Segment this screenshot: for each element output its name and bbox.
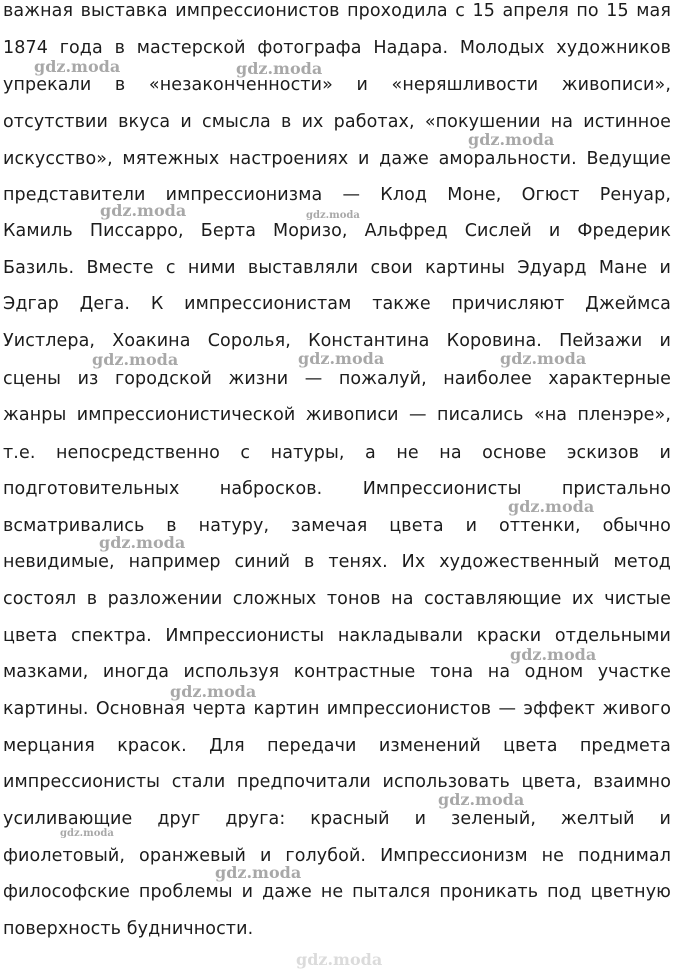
text-line: цвета спектра. Импрессионисты накладывали краски отдельными <box>3 626 671 646</box>
watermark: gdz.moda <box>34 57 121 76</box>
text-line: Камиль Писсарро, Берта Моризо, Альфред Сислей и Фредерик <box>3 221 671 241</box>
watermark: gdz.moda <box>215 863 302 882</box>
text-line: искусство», мятежных настроениях и даже аморальности. Ведущие <box>3 149 671 169</box>
watermark: gdz.moda <box>500 349 587 368</box>
watermark: gdz.moda <box>510 645 597 664</box>
watermark: gdz.moda <box>298 349 385 368</box>
text-line: невидимые, например синий в тенях. Их художественный метод <box>3 552 671 572</box>
text-line: подготовительных набросков. Импрессионисты пристально <box>3 479 671 499</box>
watermark: gdz.moda <box>92 350 179 369</box>
text-line: всматривались в натуру, замечая цвета и оттенки, обычно <box>3 516 671 536</box>
text-line: упрекали в «незаконченности» и «неряшливости живописи», <box>3 75 671 95</box>
watermark: gdz.moda <box>438 790 525 809</box>
text-line: важная выставка импрессионистов проходила с 15 апреля по 15 мая <box>3 1 671 21</box>
text-line: мазками, иногда используя контрастные тона на одном участке <box>3 662 671 682</box>
watermark: gdz.moda <box>306 210 360 221</box>
watermark: gdz.moda <box>60 828 114 839</box>
text-line: Базиль. Вместе с ними выставляли свои картины Эдуард Мане и <box>3 258 671 278</box>
text-line: Уистлера, Хоакина Соролья, Константина Коровина. Пейзажи и <box>3 331 671 351</box>
text-line: поверхность будничности. <box>3 919 254 939</box>
text-line: импрессионисты стали предпочитали использовать цвета, взаимно <box>3 772 671 792</box>
watermark: gdz.moda <box>100 201 187 220</box>
text-line: Эдгар Дега. К импрессионистам также причисляют Джеймса <box>3 294 671 314</box>
text-line: сцены из городской жизни — пожалуй, наиболее характерные <box>3 369 671 389</box>
watermark: gdz.moda <box>468 130 555 149</box>
watermark: gdz.moda <box>236 59 323 78</box>
watermark: gdz.moda <box>508 497 595 516</box>
text-line: состоял в разложении сложных тонов на составляющие их чистые <box>3 589 671 609</box>
text-line: жанры импрессионистической живописи — писались «на пленэре», <box>3 405 671 425</box>
text-line: усиливающие друг друга: красный и зеленый, желтый и <box>3 809 671 829</box>
watermark: gdz.moda <box>170 682 257 701</box>
text-line: фиолетовый, оранжевый и голубой. Импрессионизм не поднимал <box>3 846 671 866</box>
text-line: т.е. непосредственно с натуры, а не на основе эскизов и <box>3 443 671 463</box>
watermark: gdz.moda <box>99 533 186 552</box>
watermark: gdz.moda <box>296 950 383 969</box>
text-line: 1874 года в мастерской фотографа Надара. Молодых художников <box>3 38 671 58</box>
text-line: философские проблемы и даже не пытался проникать под цветную <box>3 882 671 902</box>
text-line: представители импрессионизма — Клод Моне, Огюст Ренуар, <box>3 185 671 205</box>
text-line: картины. Основная черта картин импрессионистов — эффект живого <box>3 699 671 719</box>
text-line: отсутствии вкуса и смысла в их работах, «покушении на истинное <box>3 112 671 132</box>
text-line: мерцания красок. Для передачи изменений цвета предмета <box>3 736 671 756</box>
